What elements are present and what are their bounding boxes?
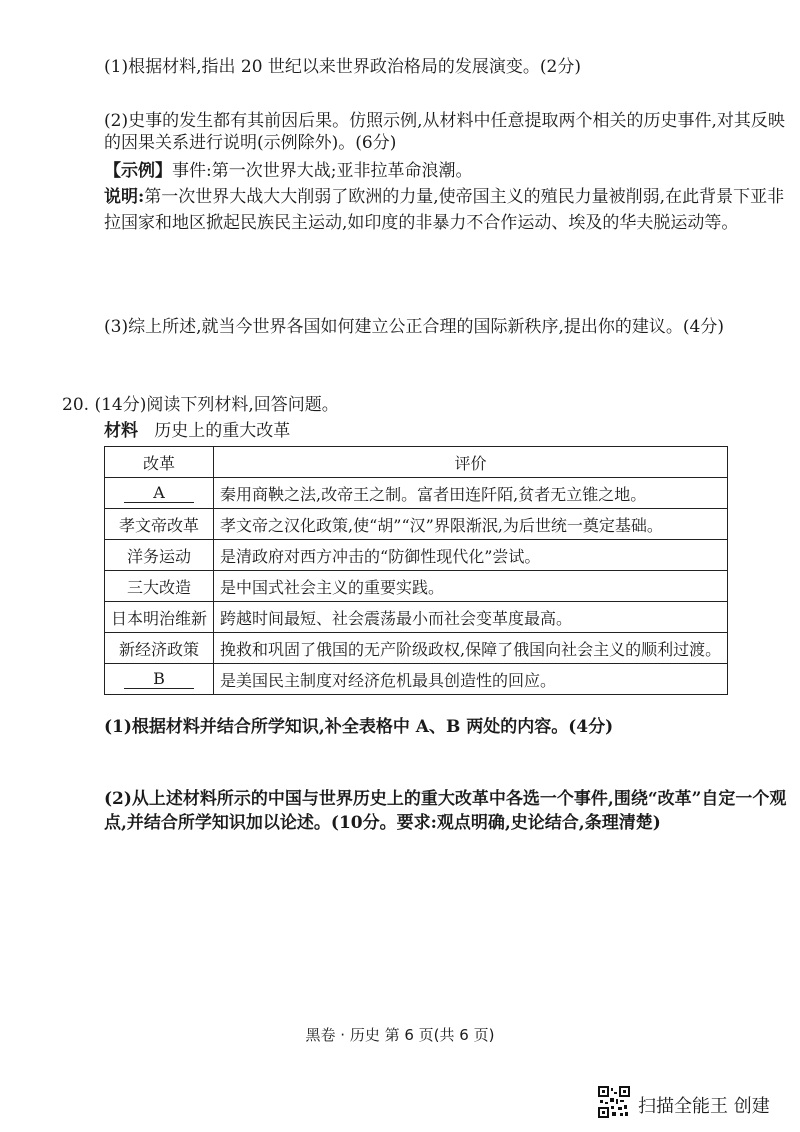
explain-line2: 拉国家和地区掀起民族民主运动,如印度的非暴力不合作运动、埃及的华夫脱运动等。 bbox=[104, 213, 739, 233]
material-title: 历史上的重大改革 bbox=[154, 421, 291, 441]
table-row bbox=[105, 602, 728, 633]
reform-name-cell: 新经济政策 bbox=[105, 633, 214, 664]
table-row bbox=[105, 664, 728, 695]
reform-name-cell: 孝文帝改革 bbox=[105, 509, 214, 540]
q20-part2-line2: 点,并结合所学知识加以论述。(10分。要求:观点明确,史论结合,条理清楚) bbox=[104, 813, 661, 833]
example-text: 事件:第一次世界大战;亚非拉革命浪潮。 bbox=[172, 161, 473, 181]
qr-code-icon bbox=[598, 1086, 630, 1118]
header-evaluation: 评价 bbox=[214, 447, 728, 478]
reform-name-cell: 三大改造 bbox=[105, 571, 214, 602]
reform-table bbox=[104, 446, 728, 695]
example-label: 【示例】 bbox=[104, 161, 172, 181]
q20-part2-line1: (2)从上述材料所示的中国与世界历史上的重大改革中各选一个事件,围绕“改革”自定一个观 bbox=[104, 789, 787, 809]
explain-text-1: 第一次世界大战大大削弱了欧洲的力量,使帝国主义的殖民力量被削弱,在此背景下亚非 bbox=[144, 187, 785, 207]
reform-name-cell bbox=[105, 664, 214, 695]
reform-eval-cell: 是清政府对西方冲击的“防御性现代化”尝试。 bbox=[214, 540, 728, 571]
header-reform: 改革 bbox=[105, 447, 214, 478]
blank-a: A bbox=[124, 484, 194, 503]
table-row bbox=[105, 478, 728, 509]
table-row bbox=[105, 540, 728, 571]
scanner-watermark bbox=[598, 1086, 778, 1122]
q20-heading bbox=[62, 394, 339, 416]
explain-label: 说明: bbox=[104, 187, 145, 207]
reform-eval-cell: 秦用商鞅之法,改帝王之制。富者田连阡陌,贫者无立锥之地。 bbox=[214, 478, 728, 509]
q20-number: 20. bbox=[62, 395, 90, 415]
reform-eval-cell: 是中国式社会主义的重要实践。 bbox=[214, 571, 728, 602]
reform-eval-cell: 是美国民主制度对经济危机最具创造性的回应。 bbox=[214, 664, 728, 695]
reform-name-cell: 日本明治维新 bbox=[105, 602, 214, 633]
q19-part3: (3)综上所述,就当今世界各国如何建立公正合理的国际新秩序,提出你的建议。(4分) bbox=[104, 317, 724, 337]
table-row bbox=[105, 509, 728, 540]
table-row bbox=[105, 571, 728, 602]
explain-line1 bbox=[104, 186, 784, 208]
q19-part2-line2: 的因果关系进行说明(示例除外)。(6分) bbox=[104, 133, 397, 153]
page-footer: 黑卷 · 历史 第 6 页(共 6 页) bbox=[305, 1026, 495, 1044]
reform-name-cell: 洋务运动 bbox=[105, 540, 214, 571]
q19-part2-line1: (2)史事的发生都有其前因后果。仿照示例,从材料中任意提取两个相关的历史事件,对其反映 bbox=[104, 111, 785, 131]
reform-eval-cell: 挽救和巩固了俄国的无产阶级政权,保障了俄国向社会主义的顺利过渡。 bbox=[214, 633, 728, 664]
q20-intro: (14分)阅读下列材料,回答问题。 bbox=[94, 395, 339, 415]
q19-part1: (1)根据材料,指出 20 世纪以来世界政治格局的发展演变。(2分) bbox=[104, 57, 582, 77]
example-line bbox=[104, 160, 472, 182]
blank-b: B bbox=[124, 670, 194, 689]
reform-eval-cell: 跨越时间最短、社会震荡最小而社会变革度最高。 bbox=[214, 602, 728, 633]
reform-name-cell bbox=[105, 478, 214, 509]
reform-eval-cell: 孝文帝之汉化政策,使“胡”“汉”界限渐泯,为后世统一奠定基础。 bbox=[214, 509, 728, 540]
material-heading bbox=[104, 420, 290, 442]
table-header-row bbox=[105, 447, 728, 478]
q20-part1: (1)根据材料并结合所学知识,补全表格中 A、B 两处的内容。(4分) bbox=[104, 717, 614, 737]
table-row bbox=[105, 633, 728, 664]
scanner-text: 扫描全能王 创建 bbox=[638, 1096, 770, 1117]
material-label: 材料 bbox=[104, 421, 138, 441]
